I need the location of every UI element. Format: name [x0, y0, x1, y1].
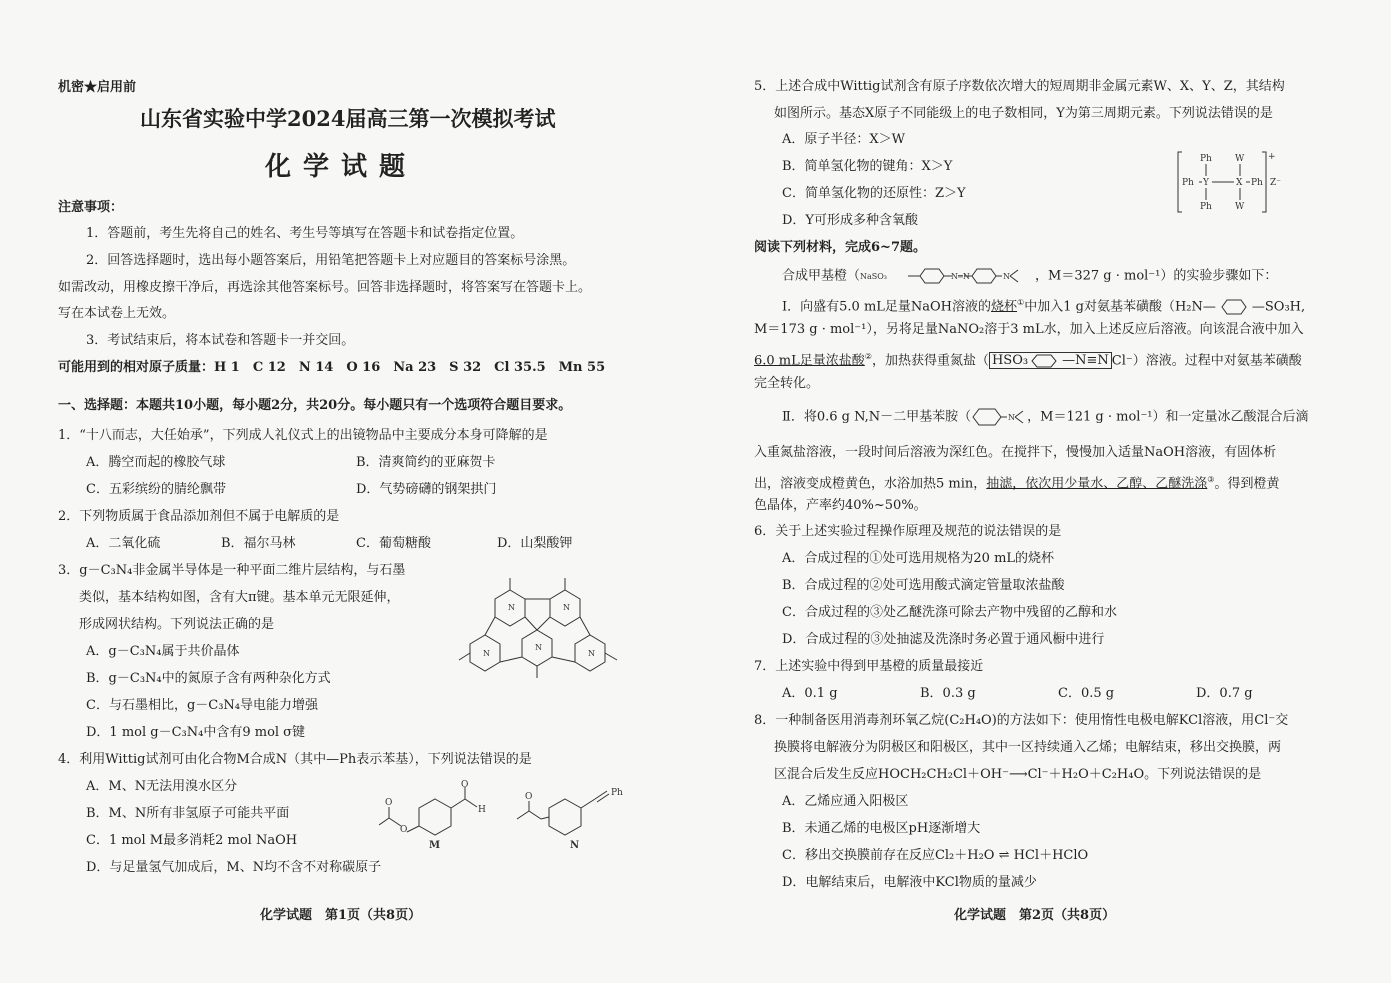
q5-option-d: D．Y可形成多种含氧酸	[782, 213, 919, 228]
question-5-line2: 如图所示。基态X原子不同能级上的电子数相同，Y为第三周期元素。下列说法错误的是	[774, 106, 1273, 121]
q6-option-b: B．合成过程的②处可选用酸式滴定管量取浓盐酸	[782, 578, 1065, 593]
page-2-footer: 化学试题 第2页（共8页）	[954, 908, 1116, 923]
q5-option-b: B．简单氢化物的键角：X＞Y	[782, 159, 953, 174]
wittig-charge: +	[1268, 152, 1276, 162]
wittig-w-bottom: W	[1235, 202, 1245, 212]
q2-option-d: D．山梨酸钾	[497, 536, 573, 551]
notice-2c: 写在本试卷上无效。	[58, 306, 176, 321]
step-2-line1: Ⅱ．将0.6 g N,N－二甲基苯胺（ N ，M＝121 g · mol⁻¹）和一定量冰乙酸混合后滴	[782, 409, 1309, 425]
benzene-ring-icon	[1028, 354, 1062, 368]
wittig-ph-bottom: Ph	[1200, 202, 1212, 212]
q6-option-c: C．合成过程的③处乙醚洗涤可除去产物中残留的乙醇和水	[782, 605, 1117, 620]
q4-option-c: C．1 mol M最多消耗2 mol NaOH	[86, 833, 298, 848]
svg-text:N: N	[1008, 413, 1016, 422]
methyl-orange-structure	[860, 267, 1035, 285]
compound-m-structure	[375, 780, 505, 855]
svg-text:N: N	[483, 649, 490, 658]
svg-text:N═N: N═N	[951, 272, 970, 281]
page-1-footer: 化学试题 第1页（共8页）	[260, 908, 422, 923]
wittig-w-top: W	[1235, 154, 1245, 164]
q3-option-d: D．1 mol g－C₃N₄中含有9 mol σ键	[86, 725, 306, 740]
atomic-masses: 可能用到的相对原子质量：H 1 C 12 N 14 O 16 Na 23 S 32 Cl 35.5 Mn 55	[58, 360, 606, 375]
q7-option-d: D．0.7 g	[1196, 686, 1253, 701]
notice-1: 1．答题前，考生先将自己的姓名、考生号等填写在答题卡和试卷指定位置。	[86, 226, 524, 241]
q4-option-d: D．与足量氢气加成后，M、N均不含不对称碳原子	[86, 860, 382, 875]
step-1-line4: 完全转化。	[754, 376, 820, 391]
notice-2a: 2．回答选择题时，选出每小题答案后，用铅笔把答题卡上对应题目的答案标号涂黑。	[86, 253, 576, 268]
question-3-line2: 类似，基本结构如图，含有大π键。基本单元无限延伸，	[79, 590, 400, 605]
svg-text:N: N	[508, 603, 515, 612]
q8-option-d: D．电解结束后，电解液中KCl物质的量减少	[782, 875, 1037, 890]
q8-option-c: C．移出交换膜前存在反应Cl₂＋H₂O ⇌ HCl＋HClO	[782, 848, 1089, 863]
n-oxygen-label: O	[525, 792, 533, 802]
material-intro: 合成甲基橙（ NaSO₃ N═N N ，M＝327 g · mol⁻¹）的实验步骤如下：	[782, 268, 1278, 284]
wittig-ph-right: Ph	[1251, 178, 1263, 188]
n-phenyl-label: Ph	[611, 788, 623, 798]
svg-text:N: N	[535, 643, 542, 652]
q3-option-c: C．与石墨相比，g－C₃N₄导电能力增强	[86, 698, 319, 713]
question-3-line3: 形成网状结构。下列说法正确的是	[79, 617, 275, 632]
q7-option-a: A．0.1 g	[782, 686, 838, 701]
q1-option-a: A．腾空而起的橡胶气球	[86, 455, 226, 470]
q1-option-b: B．清爽简约的亚麻贺卡	[356, 455, 496, 470]
m-oxygen-label: O	[461, 780, 469, 790]
g-c3n4-structure-diagram	[455, 570, 635, 690]
wittig-ph-left: Ph	[1182, 178, 1194, 188]
compound-m-label: M	[429, 840, 441, 851]
svg-text:N: N	[563, 603, 570, 612]
question-3-line1: 3．g－C₃N₄非金属半导体是一种平面二维片层结构，与石墨	[58, 563, 406, 578]
wittig-x-atom: X	[1236, 178, 1243, 188]
wittig-y-atom: Y	[1203, 178, 1209, 188]
q4-option-b: B．M、N所有非氢原子可能共平面	[86, 806, 290, 821]
step-2-line2: 入重氮盐溶液，一段时间后溶液为深红色。在搅拌下，慢慢加入适量NaOH溶液，有固体析	[754, 445, 1277, 460]
naso3-label: NaSO₃	[860, 272, 888, 281]
question-8-line2: 换膜将电解液分为阴极区和阳极区，其中一区持续通入乙烯；电解结束，移出交换膜，两	[774, 740, 1282, 755]
secret-label: 机密★启用前	[58, 80, 137, 95]
q3-option-a: A．g－C₃N₄属于共价晶体	[86, 644, 240, 659]
compound-n-structure	[515, 785, 640, 855]
question-7: 7．上述实验中得到甲基橙的质量最接近	[754, 659, 984, 674]
subject-title: 化学试题	[265, 152, 418, 182]
step-2-line4: 色晶体，产率约40%~50%。	[754, 498, 927, 513]
q8-option-b: B．未通乙烯的电极区pH逐渐增大	[782, 821, 981, 836]
m-ester-oxygen-label: O	[400, 825, 408, 835]
q4-option-a: A．M、N无法用溴水区分	[86, 779, 238, 794]
section-1-heading: 一、选择题：本题共10小题，每小题2分，共20分。每小题只有一个选项符合题目要求。	[58, 398, 572, 413]
exam-title: 山东省实验中学2024届高三第一次模拟考试	[140, 106, 556, 131]
step-1-line1: Ⅰ．向盛有5.0 mL足量NaOH溶液的烧杯①中加入1 g对氨基苯磺酸（H₂N— —SO₃H,	[782, 298, 1306, 315]
question-2: 2．下列物质属于食品添加剂但不属于电解质的是	[58, 509, 340, 524]
step-1-line3: 6.0 mL足量浓盐酸②，加热获得重氮盐（ HSO₃ —N≡N Cl⁻）溶液。过程中对氨基苯磺酸	[754, 352, 1302, 369]
step-1-line2: M＝173 g · mol⁻¹），另将足量NaNO₂溶于3 mL水，加入上述反应后溶液。向该混合液中加入	[754, 322, 1304, 337]
notice-2b: 如需改动，用橡皮擦干净后，再选涂其他答案标号。回答非选择题时，将答案写在答题卡上。	[58, 280, 592, 295]
q6-option-a: A．合成过程的①处可选用规格为20 mL的烧杯	[782, 551, 1055, 566]
q2-option-c: C．葡萄糖酸	[356, 536, 431, 551]
wittig-ph-top: Ph	[1200, 154, 1212, 164]
reading-heading: 阅读下列材料，完成6~7题。	[754, 240, 926, 255]
q3-option-b: B．g－C₃N₄中的氮原子含有两种杂化方式	[86, 671, 331, 686]
page-1	[0, 0, 695, 983]
q5-option-a: A．原子半径：X＞W	[782, 132, 906, 147]
q2-option-a: A．二氧化硫	[86, 536, 161, 551]
q8-option-a: A．乙烯应通入阳极区	[782, 794, 909, 809]
svg-text:N: N	[588, 649, 595, 658]
q7-option-b: B．0.3 g	[920, 686, 976, 701]
m-carbonyl-oxygen-label: O	[385, 798, 393, 808]
question-1: 1．“十八而志，大任始承”，下列成人礼仪式上的出镜物品中主要成分本身可降解的是	[58, 428, 548, 443]
amine-n-label: N	[1003, 272, 1011, 281]
notice-heading: 注意事项：	[58, 200, 124, 215]
benzene-ring-icon	[1216, 299, 1252, 315]
q5-option-c: C．简单氢化物的还原性：Z＞Y	[782, 186, 966, 201]
step-2-line3: 出，溶液变成橙黄色，水浴加热5 min，抽滤，依次用少量水、乙醇、乙醚洗涤③。得到橙黄	[754, 475, 1280, 492]
q1-option-c: C．五彩缤纷的腈纶飘带	[86, 482, 226, 497]
q6-option-d: D．合成过程的③处抽滤及洗涤时务必置于通风橱中进行	[782, 632, 1105, 647]
question-4: 4．利用Wittig试剂可由化合物M合成N（其中—Ph表示苯基），下列说法错误的是	[58, 752, 532, 767]
m-hydrogen-label: H	[478, 805, 486, 815]
question-8-line1: 8．一种制备医用消毒剂环氧乙烷(C₂H₄O)的方法如下：使用惰性电极电解KCl溶液，用Cl⁻交	[754, 713, 1289, 728]
notice-3: 3．考试结束后，将本试卷和答题卡一并交回。	[86, 333, 355, 348]
question-5-line1: 5．上述合成中Wittig试剂含有原子序数依次增大的短周期非金属元素W、X、Y、Z，其结构	[754, 79, 1285, 94]
q2-option-b: B．福尔马林	[221, 536, 296, 551]
wittig-z-ion: Z⁻	[1270, 178, 1282, 188]
q1-option-d: D．气势磅礴的钢架拱门	[356, 482, 497, 497]
question-6: 6．关于上述实验过程操作原理及规范的说法错误的是	[754, 524, 1062, 539]
wittig-reagent-structure	[1176, 150, 1286, 215]
question-8-line3: 区混合后发生反应HOCH₂CH₂Cl＋OH⁻⟶Cl⁻＋H₂O＋C₂H₄O。下列说法错误的是	[774, 767, 1262, 782]
compound-n-label: N	[570, 840, 580, 851]
q7-option-c: C．0.5 g	[1058, 686, 1115, 701]
dimethylaniline-structure	[971, 408, 1027, 426]
page-2	[696, 0, 1391, 983]
